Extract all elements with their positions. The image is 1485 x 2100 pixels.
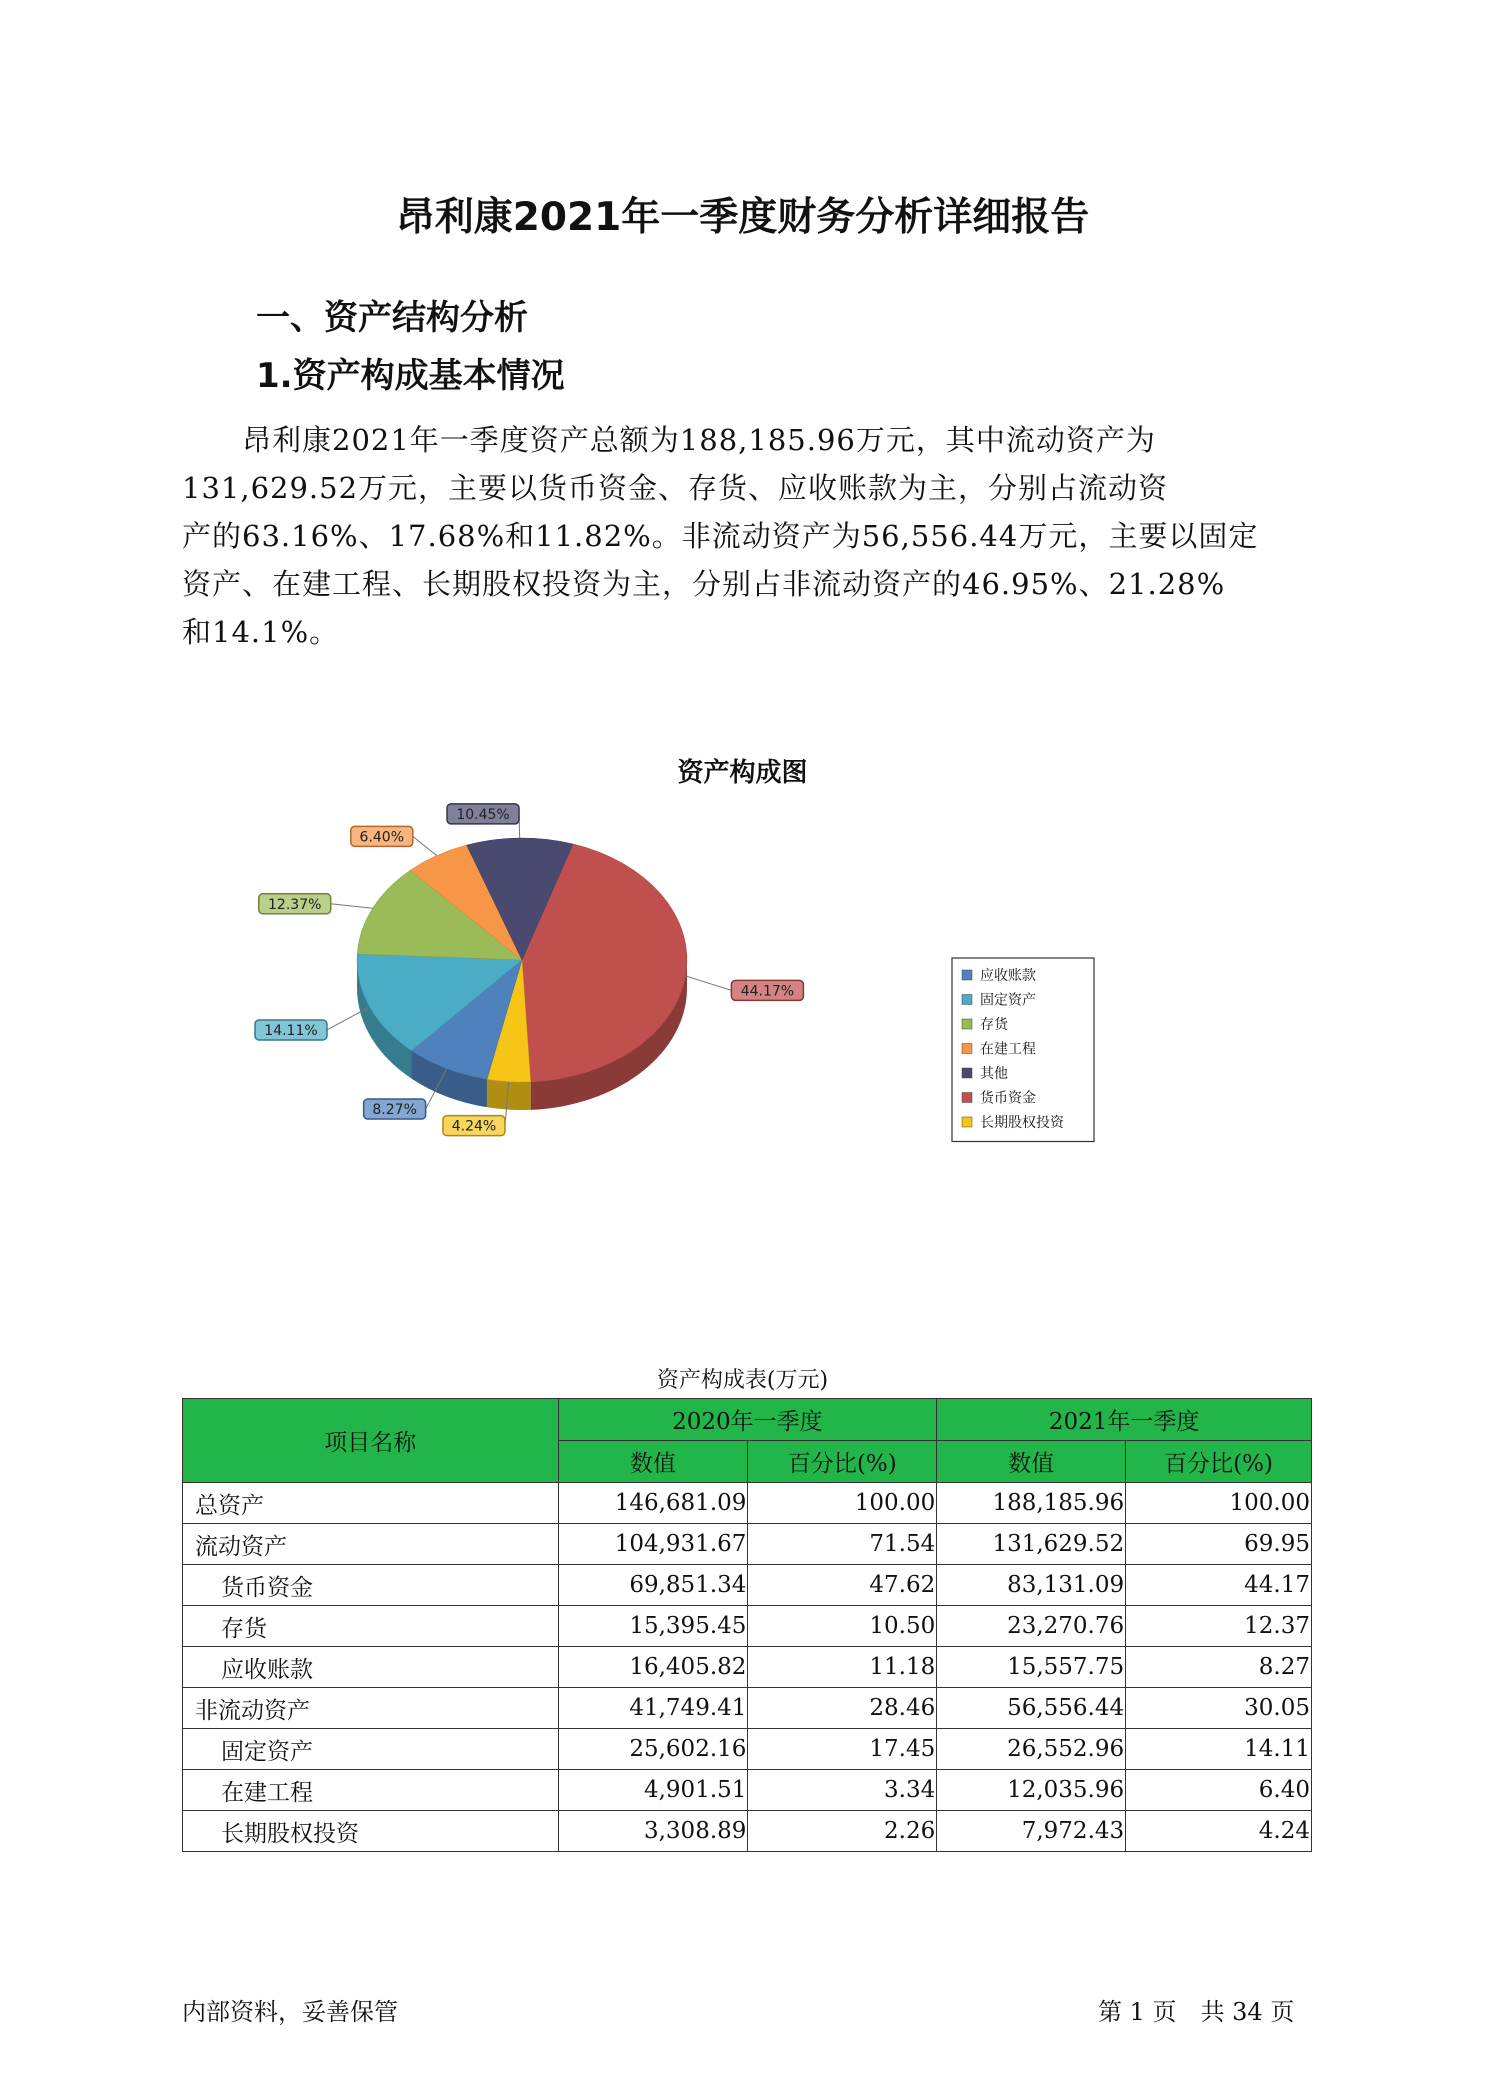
cell-pct-2020: 10.50 xyxy=(748,1606,937,1647)
pie-leader-line xyxy=(686,976,732,990)
cell-value-2021: 131,629.52 xyxy=(937,1524,1126,1565)
legend-entry: 长期股权投资 xyxy=(980,1115,1064,1131)
legend-entry: 货币资金 xyxy=(980,1090,1036,1107)
cell-pct-2021: 4.24 xyxy=(1126,1811,1312,1852)
paragraph-line: 资产、在建工程、长期股权投资为主，分别占非流动资产的46.95%、21.28% xyxy=(182,567,1226,601)
cell-pct-2021: 30.05 xyxy=(1126,1688,1312,1729)
report-title: 昂利康2021年一季度财务分析详细报告 xyxy=(395,195,1090,240)
legend-swatch xyxy=(962,1093,972,1103)
pie-data-label: 12.37% xyxy=(268,896,322,913)
pie-data-label: 4.24% xyxy=(451,1118,497,1135)
cell-pct-2021: 12.37 xyxy=(1126,1606,1312,1647)
cell-pct-2020: 3.34 xyxy=(748,1770,937,1811)
cell-name: 长期股权投资 xyxy=(183,1811,559,1852)
paragraph-line: 131,629.52万元，主要以货币资金、存货、应收账款为主，分别占流动资 xyxy=(182,471,1169,505)
cell-pct-2021: 44.17 xyxy=(1126,1565,1312,1606)
cell-pct-2020: 17.45 xyxy=(748,1729,937,1770)
header-period-2021: 2021年一季度 xyxy=(937,1399,1312,1441)
cell-value-2020: 146,681.09 xyxy=(558,1483,748,1524)
chart-title: 资产构成图 xyxy=(677,758,808,788)
subsection-heading: 1.资产构成基本情况 xyxy=(256,356,565,396)
cell-value-2021: 23,270.76 xyxy=(937,1606,1126,1647)
cell-name: 固定资产 xyxy=(183,1729,559,1770)
cell-name: 总资产 xyxy=(183,1483,559,1524)
summary-paragraph xyxy=(182,416,1312,656)
table-caption: 资产构成表(万元) xyxy=(656,1368,829,1393)
pie-data-label: 6.40% xyxy=(359,829,405,846)
cell-pct-2020: 11.18 xyxy=(748,1647,937,1688)
legend-entry: 固定资产 xyxy=(980,992,1036,1009)
table-row xyxy=(183,1811,1312,1852)
header-value-2020: 数值 xyxy=(558,1441,748,1483)
cell-pct-2021: 100.00 xyxy=(1126,1483,1312,1524)
legend-swatch xyxy=(962,1117,972,1127)
cell-value-2020: 41,749.41 xyxy=(558,1688,748,1729)
cell-value-2020: 16,405.82 xyxy=(558,1647,748,1688)
table-row xyxy=(183,1483,1312,1524)
cell-value-2020: 4,901.51 xyxy=(558,1770,748,1811)
cell-value-2020: 3,308.89 xyxy=(558,1811,748,1852)
cell-pct-2020: 28.46 xyxy=(748,1688,937,1729)
legend-entry: 在建工程 xyxy=(980,1041,1036,1058)
cell-value-2020: 25,602.16 xyxy=(558,1729,748,1770)
cell-value-2020: 15,395.45 xyxy=(558,1606,748,1647)
cell-name: 在建工程 xyxy=(183,1770,559,1811)
header-pct-2020: 百分比(%) xyxy=(748,1441,937,1483)
cell-value-2021: 12,035.96 xyxy=(937,1770,1126,1811)
legend-swatch xyxy=(962,970,972,980)
header-pct-2021: 百分比(%) xyxy=(1126,1441,1312,1483)
table-row xyxy=(183,1770,1312,1811)
cell-value-2020: 69,851.34 xyxy=(558,1565,748,1606)
table-row xyxy=(183,1729,1312,1770)
paragraph-line: 昂利康2021年一季度资产总额为188,185.96万元，其中流动资产为 xyxy=(182,423,1156,457)
header-item-name: 项目名称 xyxy=(183,1399,559,1483)
cell-name: 应收账款 xyxy=(183,1647,559,1688)
cell-value-2021: 7,972.43 xyxy=(937,1811,1126,1852)
cell-value-2021: 83,131.09 xyxy=(937,1565,1126,1606)
cell-pct-2021: 6.40 xyxy=(1126,1770,1312,1811)
header-period-2020: 2020年一季度 xyxy=(558,1399,937,1441)
header-value-2021: 数值 xyxy=(937,1441,1126,1483)
cell-pct-2021: 14.11 xyxy=(1126,1729,1312,1770)
legend-entry: 存货 xyxy=(980,1017,1008,1033)
cell-value-2021: 15,557.75 xyxy=(937,1647,1126,1688)
pie-leader-line xyxy=(331,904,373,908)
table-row xyxy=(183,1647,1312,1688)
table-row xyxy=(183,1565,1312,1606)
cell-value-2020: 104,931.67 xyxy=(558,1524,748,1565)
cell-value-2021: 56,556.44 xyxy=(937,1688,1126,1729)
asset-composition-table xyxy=(182,1398,1312,1852)
cell-name: 流动资产 xyxy=(183,1524,559,1565)
legend-swatch xyxy=(962,1068,972,1078)
legend-entry: 应收账款 xyxy=(980,968,1036,984)
table-row xyxy=(183,1688,1312,1729)
section-heading: 一、资产结构分析 xyxy=(256,298,528,338)
cell-pct-2020: 2.26 xyxy=(748,1811,937,1852)
legend-swatch xyxy=(962,1044,972,1054)
footer-confidential: 内部资料，妥善保管 xyxy=(182,1998,398,2026)
cell-pct-2020: 47.62 xyxy=(748,1565,937,1606)
table-row xyxy=(183,1524,1312,1565)
cell-value-2021: 26,552.96 xyxy=(937,1729,1126,1770)
cell-name: 非流动资产 xyxy=(183,1688,559,1729)
paragraph-line: 和14.1%。 xyxy=(182,615,340,649)
pie-data-label: 14.11% xyxy=(264,1022,318,1039)
pie-leader-line xyxy=(413,836,437,855)
cell-name: 存货 xyxy=(183,1606,559,1647)
pie-data-label: 8.27% xyxy=(372,1101,417,1118)
cell-pct-2020: 71.54 xyxy=(748,1524,937,1565)
table-row xyxy=(183,1606,1312,1647)
asset-pie-chart xyxy=(182,740,1312,1160)
legend-entry: 其他 xyxy=(980,1066,1008,1082)
cell-pct-2021: 69.95 xyxy=(1126,1524,1312,1565)
pie-data-label: 44.17% xyxy=(740,983,795,1000)
cell-pct-2021: 8.27 xyxy=(1126,1647,1312,1688)
pie-data-label: 10.45% xyxy=(456,806,510,823)
legend-swatch xyxy=(962,995,972,1005)
cell-pct-2020: 100.00 xyxy=(748,1483,937,1524)
cell-value-2021: 188,185.96 xyxy=(937,1483,1126,1524)
paragraph-line: 产的63.16%、17.68%和11.82%。非流动资产为56,556.44万元，主要以固定 xyxy=(182,519,1259,553)
footer-page-number: 第 1 页 共 34 页 xyxy=(1098,1998,1295,2026)
cell-name: 货币资金 xyxy=(183,1565,559,1606)
legend-swatch xyxy=(962,1019,972,1029)
